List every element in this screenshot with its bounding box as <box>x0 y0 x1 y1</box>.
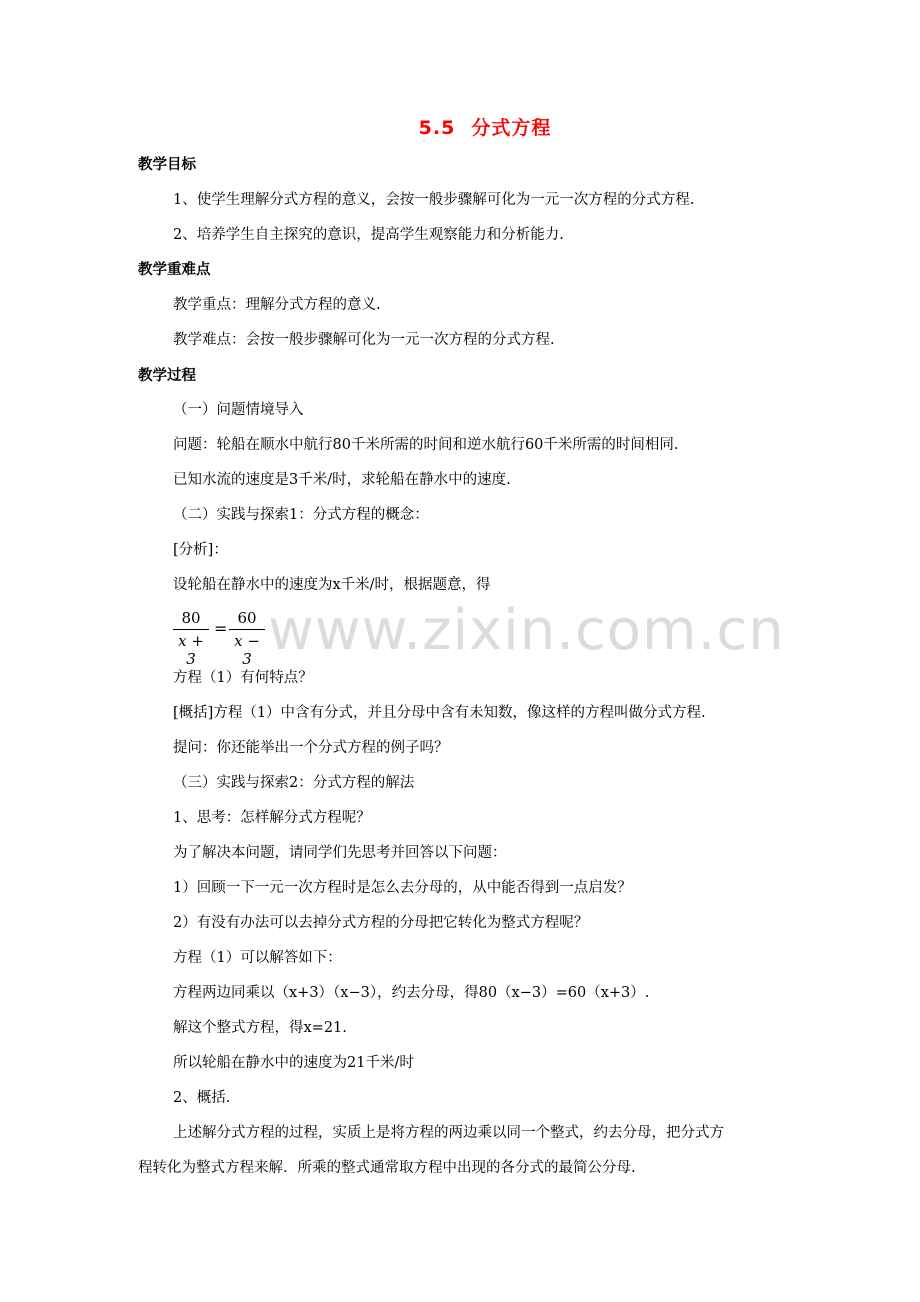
problem-line-1: 问题：轮船在顺水中航行80千米所需的时间和逆水航行60千米所需的时间相同. <box>173 437 679 453</box>
equals-sign: = <box>214 619 228 638</box>
left-fraction-bar <box>173 629 209 630</box>
watermark: www.zixin.com.cn <box>268 598 785 663</box>
right-fraction <box>229 609 265 668</box>
goals-heading: 教学目标 <box>138 157 196 173</box>
key-point: 教学重点：理解分式方程的意义. <box>173 297 381 313</box>
part-3-heading: （三）实践与探索2：分式方程的解法 <box>173 775 415 791</box>
summary-2-line-1: 上述解分式方程的过程，实质上是将方程的两边乘以同一个整式，约去分母，把分式方 <box>173 1125 724 1141</box>
process-heading: 教学过程 <box>138 368 196 384</box>
intro-question: 为了解决本问题，请同学们先思考并回答以下问题： <box>173 845 507 861</box>
ask-line: 提问：你还能举出一个分式方程的例子吗？ <box>173 740 449 756</box>
setup-line: 设轮船在静水中的速度为x千米/时，根据题意，得 <box>173 577 491 593</box>
problem-line-2: 已知水流的速度是3千米/时，求轮船在静水中的速度. <box>173 472 511 488</box>
key-heading: 教学重难点 <box>138 262 211 278</box>
left-fraction <box>173 609 209 668</box>
right-numerator: 60 <box>237 609 257 627</box>
part-1-heading: （一）问题情境导入 <box>173 402 304 418</box>
left-denominator: x + 3 <box>178 632 204 668</box>
goal-1: 1、使学生理解分式方程的意义，会按一般步骤解可化为一元一次方程的分式方程. <box>173 192 695 208</box>
title-text: 分式方程 <box>471 117 552 139</box>
right-fraction-bar <box>229 629 265 630</box>
title-number: 5.5 <box>418 117 456 139</box>
summarize-label: 2、概括. <box>173 1090 231 1106</box>
left-numerator: 80 <box>181 609 201 627</box>
question-1: 1）回顾一下一元一次方程时是怎么去分母的，从中能否得到一点启发？ <box>173 880 632 896</box>
part-2-heading: （二）实践与探索1：分式方程的概念： <box>173 507 429 523</box>
equation-1 <box>173 609 273 668</box>
summary-1: [概括]方程（1）中含有分式，并且分母中含有未知数，像这样的方程叫做分式方程. <box>173 705 706 721</box>
goal-2: 2、培养学生自主探究的意识，提高学生观察能力和分析能力. <box>173 227 564 243</box>
question-features: 方程（1）有何特点？ <box>173 670 313 686</box>
question-2: 2）有没有办法可以去掉分式方程的分母把它转化为整式方程呢？ <box>173 915 589 931</box>
solve-line: 解这个整式方程，得x=21. <box>173 1020 347 1036</box>
summary-2-line-2: 程转化为整式方程来解．所乘的整式通常取方程中出现的各分式的最简公分母. <box>138 1160 636 1176</box>
page-title <box>0 113 920 140</box>
solve-intro: 方程（1）可以解答如下： <box>173 950 342 966</box>
right-denominator: x − 3 <box>234 632 260 668</box>
analysis-label: [分析]： <box>173 542 228 558</box>
multiply-line: 方程两边同乘以（x+3）（x−3），约去分母，得80（x−3）=60（x+3）. <box>173 985 650 1001</box>
difficulty-point: 教学难点：会按一般步骤解可化为一元一次方程的分式方程. <box>173 332 555 348</box>
answer-line: 所以轮船在静水中的速度为21千米/时 <box>173 1055 414 1071</box>
think-line: 1、思考：怎样解分式方程呢？ <box>173 810 371 826</box>
